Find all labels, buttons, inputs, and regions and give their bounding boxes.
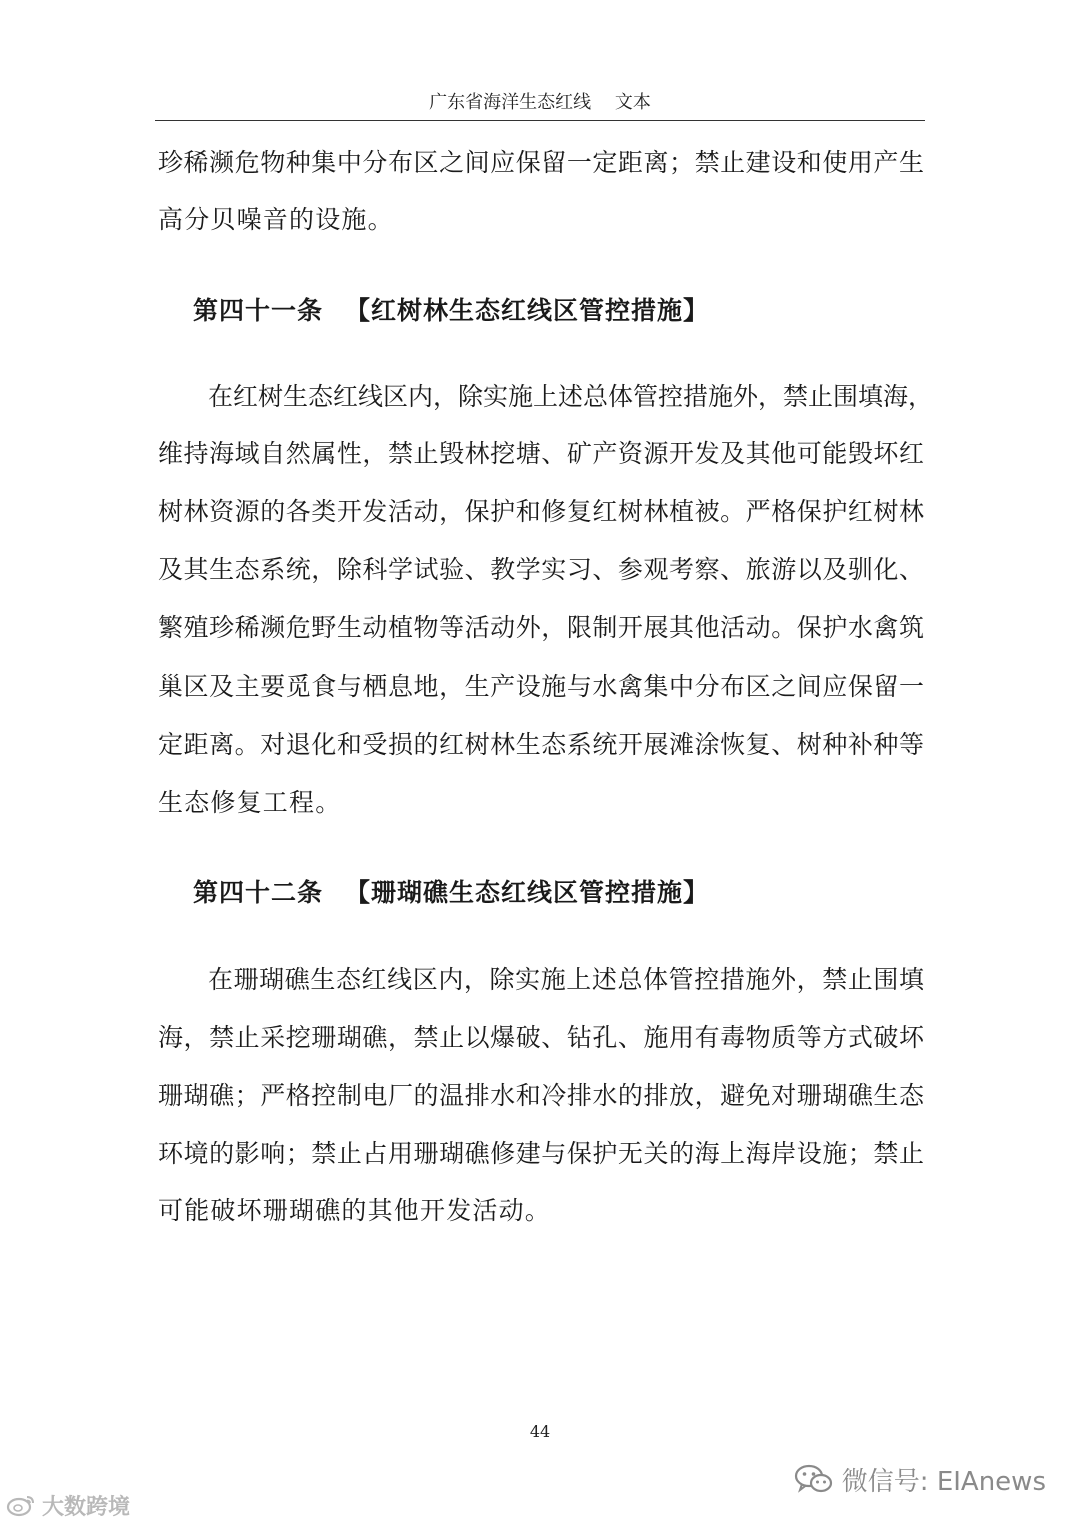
body-line: 海，禁止采挖珊瑚礁，禁止以爆破、钻孔、施用有毒物质等方式破坏 (158, 1023, 924, 1052)
body-line: 树林资源的各类开发活动，保护和修复红树林植被。严格保护红树林 (158, 497, 924, 526)
body-line: 高分贝噪音的设施。 (158, 205, 394, 234)
body-line: 定距离。对退化和受损的红树林生态系统开展滩涂恢复、树种补种等 (158, 730, 924, 759)
body-line: 珊瑚礁；严格控制电厂的温排水和冷排水的排放，避免对珊瑚礁生态 (158, 1081, 924, 1110)
header-rule (155, 120, 925, 121)
weibo-watermark (6, 1490, 130, 1520)
article-number: 第四十二条 (193, 878, 324, 907)
article-number: 第四十一条 (193, 296, 324, 325)
wechat-watermark (794, 1461, 1046, 1497)
body-line: 巢区及主要觅食与栖息地，生产设施与水禽集中分布区之间应保留一 (158, 672, 924, 701)
article-title: 【珊瑚礁生态红线区管控措施】 (345, 878, 710, 907)
wechat-id-text: 微信号: EIAnews (841, 1466, 1046, 1497)
article-title: 【红树林生态红线区管控措施】 (345, 296, 710, 325)
weibo-icon (6, 1493, 36, 1517)
body-line: 环境的影响；禁止占用珊瑚礁修建与保护无关的海上海岸设施；禁止 (158, 1139, 924, 1168)
body-line: 在红树生态红线区内，除实施上述总体管控措施外，禁止围填海， (208, 382, 934, 411)
wechat-icon (794, 1463, 834, 1495)
body-line: 可能破坏珊瑚礁的其他开发活动。 (158, 1196, 552, 1225)
weibo-account-text: 大数跨境 (42, 1494, 131, 1520)
page-header: 广东省海洋生态红线 文本 (429, 92, 651, 113)
body-line: 及其生态系统，除科学试验、教学实习、参观考察、旅游以及驯化、 (158, 555, 924, 584)
article-heading (193, 291, 709, 331)
body-line: 维持海域自然属性，禁止毁林挖塘、矿产资源开发及其他可能毁坏红 (158, 439, 924, 468)
body-line: 珍稀濒危物种集中分布区之间应保留一定距离；禁止建设和使用产生 (158, 148, 924, 177)
body-line: 在珊瑚礁生态红线区内，除实施上述总体管控措施外，禁止围填 (208, 965, 924, 994)
article-heading (193, 873, 709, 913)
page-number: 44 (529, 1422, 551, 1441)
body-line: 繁殖珍稀濒危野生动植物等活动外，限制开展其他活动。保护水禽筑 (158, 613, 924, 642)
body-line: 生态修复工程。 (158, 788, 342, 817)
